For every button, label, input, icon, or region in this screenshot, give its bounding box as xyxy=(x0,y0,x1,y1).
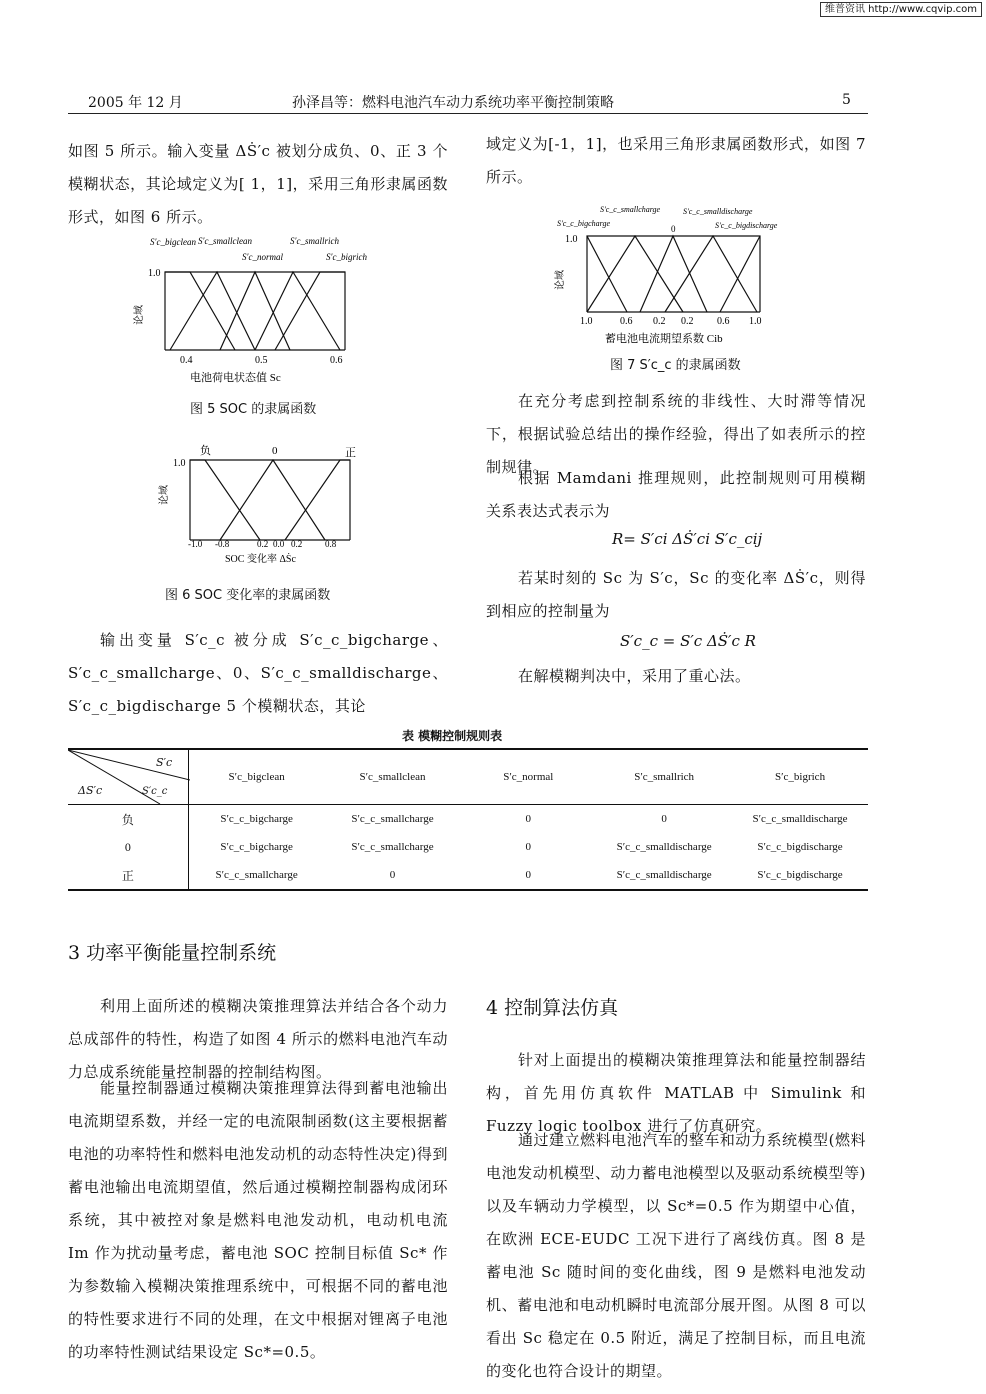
table-cell: 0 xyxy=(525,869,532,881)
source-banner[interactable]: 维普资讯 http://www.cqvip.com xyxy=(820,2,982,17)
fig5-tick-2: 0.6 xyxy=(330,355,343,366)
fig6-curves xyxy=(190,460,350,540)
table-cell: S′c_c_smallcharge xyxy=(351,813,434,825)
table-cell: S′c_c_smalldischarge xyxy=(752,813,848,825)
table-column-header: S′c_smallclean xyxy=(359,771,426,783)
section-3-heading: 3 功率平衡能量控制系统 xyxy=(68,942,277,964)
fig7-tick-3: 0.2 xyxy=(681,316,694,327)
fig5-label-smallclean: S′c_smallclean xyxy=(198,236,252,246)
fig7-label-bigcharge: S′c_c_bigcharge xyxy=(557,219,610,228)
figure-6-caption: 图 6 SOC 变化率的隶属函数 xyxy=(165,588,331,603)
fig7-tick-1: 0.6 xyxy=(620,316,633,327)
table-row xyxy=(68,805,868,834)
right-paragraph-1: 域定义为[-1，1]，也采用三角形隶属函数形式，如图 7 所示。 xyxy=(486,135,866,186)
equation-control: S′c_c = S′c ΔṠ′c R xyxy=(620,632,756,650)
table-title: 表 模糊控制规则表 xyxy=(402,729,503,743)
section-4-paragraph-2: 通过建立燃料电池汽车的整车和动力系统模型(燃料电池发动机模型、动力蓄电池模型以及驱动系统模型等)以及车辆动力学模型，以 Sc*=0.5 作为期望中心值，在欧洲 ECE-EUDC 工况下进行了离线仿真。图 8 是蓄电池 Sc 随时间的变化曲线，图 9 是燃料电池发动机、蓄电池和电动机瞬时电流部分展开图。从图 8 可以看出 Sc 稳定在 0.5 附近，满足了控制目标，而且电流的变化也符合设计的期望。 xyxy=(486,1131,866,1380)
table-corner-mid: S′c_c xyxy=(142,786,168,797)
fuzzy-rule-table xyxy=(68,748,868,891)
fig7-curves xyxy=(587,236,760,312)
table-cell: 0 xyxy=(661,813,667,825)
section-4-paragraph-1: 针对上面提出的模糊决策推理算法和能量控制器结构，首先用仿真软件 MATLAB 中 Simulink 和 Fuzzy logic toolbox 进行了仿真研究。 xyxy=(486,1051,866,1135)
header-date: 2005 年 12 月 xyxy=(88,95,183,111)
figure-7-membership xyxy=(545,200,805,350)
table-row-label: 0 xyxy=(68,833,188,861)
fig6-tick-0: -1.0 xyxy=(188,539,203,549)
header-rule xyxy=(68,113,868,114)
header-title: 孙泽昌等：燃料电池汽车动力系统功率平衡控制策略 xyxy=(292,95,614,111)
table-cell: 0 xyxy=(525,813,532,825)
table-column-header: S′c_normal xyxy=(503,771,554,783)
fig5-label-normal: S′c_normal xyxy=(242,252,283,262)
table-cell: 0 xyxy=(389,869,396,881)
fig6-label-negative: 负 xyxy=(200,445,211,457)
fig6-tick-2: 0.2 xyxy=(257,539,269,549)
header-page-number: 5 xyxy=(842,92,851,108)
fig5-x-label: 电池荷电状态值 Sc xyxy=(190,372,281,384)
fig6-tick-3: 0.0 xyxy=(273,539,285,549)
equation-relation: R= S′ci ΔṠ′ci S′c_cij xyxy=(612,530,763,548)
fig6-label-zero: 0 xyxy=(272,445,278,457)
fig5-y-label: 论域 xyxy=(134,305,145,325)
table-cell: S′c_c_bigdischarge xyxy=(757,841,843,853)
fig5-curves xyxy=(165,272,345,350)
figure-5-caption: 图 5 SOC 的隶属函数 xyxy=(190,402,317,417)
fig5-y-top: 1.0 xyxy=(148,268,161,279)
fig7-tick-2: 0.2 xyxy=(653,316,666,327)
table-cell: S′c_c_smallcharge xyxy=(351,841,434,853)
table-cell: S′c_c_bigcharge xyxy=(220,841,293,853)
table-cell: S′c_c_smallcharge xyxy=(215,869,298,881)
fig6-y-label: 论域 xyxy=(159,485,170,505)
figure-7-caption: 图 7 S′c_c 的隶属函数 xyxy=(610,358,741,373)
table-cell: S′c_c_bigcharge xyxy=(220,813,293,825)
fig5-label-bigrich: S′c_bigrich xyxy=(326,252,367,262)
table-corner-left: ΔS′c xyxy=(78,784,103,797)
table-cell: S′c_c_smalldischarge xyxy=(616,841,712,853)
fig7-tick-5: 1.0 xyxy=(749,316,762,327)
table-corner-top: S′c xyxy=(156,756,173,769)
section-3-paragraph-2: 能量控制器通过模糊决策推理算法得到蓄电池输出电流期望系数，并经一定的电流限制函数(这主要根据蓄电池的功率特性和燃料电池发动机的动态特性决定)得到蓄电池输出电流期望值，然后通过模糊控制器构成闭环系统，其中被控对象是燃料电池发动机，电动机电流 Im 作为扰动量考虑，蓄电池 SOC 控制目标值 Sc* 作为参数输入模糊决策推理系统中，可根据不同的蓄电池的特性要求进行不同的处理，在文中根据对锂离子电池的功率特性测试结果设定 Sc*=0.5。 xyxy=(68,1079,448,1361)
table-row xyxy=(68,861,868,889)
table-cell: S′c_c_smalldischarge xyxy=(616,869,712,881)
figure-5-membership xyxy=(130,230,390,390)
left-paragraph-1: 如图 5 所示。输入变量 ΔṠ′c 被划分成负、0、正 3 个模糊状态，其论域定义为[ 1，1]，采用三角形隶属函数形式，如图 6 所示。 xyxy=(68,142,448,226)
fig7-x-label: 蓄电池电流期望系数 Cib xyxy=(605,333,723,345)
fig7-tick-4: 0.6 xyxy=(717,316,730,327)
table-cell: S′c_c_bigdischarge xyxy=(757,869,843,881)
fig6-tick-1: -0.8 xyxy=(215,539,230,549)
table-column-header: S′c_bigclean xyxy=(228,771,285,783)
fig6-label-positive: 正 xyxy=(345,447,356,459)
table-row xyxy=(68,833,868,861)
fig6-tick-5: 0.8 xyxy=(325,539,337,549)
left-paragraph-2: 输出变量 S′c_c 被分成 S′c_c_bigcharge、S′c_c_smallcharge、0、S′c_c_smalldischarge、S′c_c_bigdischarge 5 个模糊状态，其论 xyxy=(68,631,448,715)
fig7-label-smalldischarge: S′c_c_smalldischarge xyxy=(683,207,753,216)
table-row-label: 正 xyxy=(68,861,188,889)
right-paragraph-3: 根据 Mamdani 推理规则，此控制规则可用模糊关系表达式表示为 xyxy=(486,469,866,520)
fig7-label-bigdischarge: S′c_c_bigdischarge xyxy=(715,221,778,230)
fig5-label-smallrich: S′c_smallrich xyxy=(290,236,339,246)
fig5-tick-1: 0.5 xyxy=(255,355,268,366)
fig7-tick-0: 1.0 xyxy=(580,316,593,327)
table-column-header: S′c_bigrich xyxy=(775,771,826,783)
fig6-y-top: 1.0 xyxy=(173,458,186,469)
table-cell: 0 xyxy=(525,841,532,853)
right-paragraph-2: 在充分考虑到控制系统的非线性、大时滞等情况下，根据试验总结出的操作经验，得出了如表所示的控制规律。 xyxy=(486,392,866,476)
fig7-label-smallcharge: S′c_c_smallcharge xyxy=(600,205,661,214)
section-4-heading: 4 控制算法仿真 xyxy=(486,997,619,1019)
right-paragraph-4: 若某时刻的 Sc 为 S′c，Sc 的变化率 ΔṠ′c，则得到相应的控制量为 xyxy=(486,569,866,620)
figure-6-membership xyxy=(155,440,375,570)
fig7-y-label: 论域 xyxy=(555,270,566,290)
fig5-label-bigclean: S′c_bigclean xyxy=(150,237,196,247)
fig7-label-zero: 0 xyxy=(671,224,676,234)
table-column-header: S′c_smallrich xyxy=(634,771,695,783)
fig6-tick-4: 0.2 xyxy=(291,539,303,549)
section-3-paragraph-1: 利用上面所述的模糊决策推理算法并结合各个动力总成部件的特性，构造了如图 4 所示的燃料电池汽车动力总成系统能量控制器的控制结构图。 xyxy=(68,997,448,1081)
fig6-x-label: SOC 变化率 ΔṠc xyxy=(225,554,296,565)
fig7-y-top: 1.0 xyxy=(565,234,578,245)
right-paragraph-5: 在解模糊判决中，采用了重心法。 xyxy=(518,667,751,685)
fig5-tick-0: 0.4 xyxy=(180,355,193,366)
table-row-label: 负 xyxy=(68,805,188,834)
